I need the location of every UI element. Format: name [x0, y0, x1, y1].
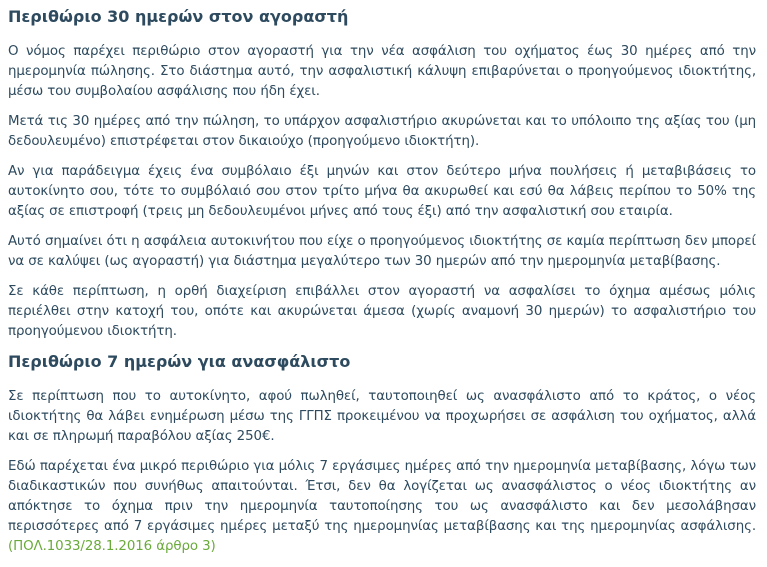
- paragraph: Αν για παράδειγμα έχεις ένα συμβόλαιο έξι μηνών και στον δεύτερο μήνα πουλήσεις ή μεταβιβάσεις το αυτοκίνητο σου, τότε το συμβόλαιό σου στον τρίτο μήνα θα ακυρωθεί και εσύ θα λάβεις περίπου το 50% της αξίας σε επιστροφή (τρεις μη δεδουλευμένοι μήνες από τους έξι) από την ασφαλιστική σου εταιρία.: [8, 164, 756, 219]
- section-heading-7-days: Περιθώριο 7 ημερών για ανασφάλιστο: [8, 352, 351, 371]
- legal-reference: (ΠΟΛ.1033/28.1.2016 άρθρο 3): [8, 539, 216, 554]
- paragraph: Ο νόμος παρέχει περιθώριο στον αγοραστή για την νέα ασφάλιση του οχήματος έως 30 ημέρες από την ημερομηνία πώλησης. Στο διάστημα αυτό, την ασφαλιστική κάλυψη επιβαρύνεται ο προηγούμενος ιδιοκτήτης, μέσω του συμβολαίου ασφάλισης που ήδη έχει.: [8, 44, 756, 99]
- paragraph: Σε περίπτωση που το αυτοκίνητο, αφού πωληθεί, ταυτοποιηθεί ως ανασφάλιστο από το κράτος, ο νέος ιδιοκτήτης θα λάβει ενημέρωση μέσω της ΓΓΠΣ προκειμένου να προχωρήσει σε ασφάλιση του οχήματος, αλλά και σε πληρωμή παραβόλου αξίας 250€.: [8, 389, 756, 444]
- paragraph: Μετά τις 30 ημέρες από την πώληση, το υπάρχον ασφαλιστήριο ακυρώνεται και το υπόλοιπο της αξίας του (μη δεδουλευμένο) επιστρέφεται στον δικαιούχο (προηγούμενο ιδιοκτήτη).: [8, 114, 756, 149]
- paragraph-with-reference: [8, 457, 756, 557]
- paragraph-text: Εδώ παρέχεται ένα μικρό περιθώριο για μόλις 7 εργάσιμες ημέρες από την ημερομηνία μεταβίβασης, λόγω των διαδικαστικών που συνήθως απαιτούνται. Έτσι, δεν θα λογίζεται ως ανασφάλιστος ο νέος ιδιοκτήτης αν απόκτησε το όχημα πριν την ημερομηνία ταυτοποίησης του ως ανασφάλιστο και δεν μεσολάβησαν περισσότερες από 7 εργάσιμες ημέρες μεταξύ της ημερομηνίας μεταβίβασης και της ημερομηνίας ασφάλισης.: [8, 459, 756, 534]
- paragraph: Αυτό σημαίνει ότι η ασφάλεια αυτοκινήτου που είχε ο προηγούμενος ιδιοκτήτης σε καμία περίπτωση δεν μπορεί να σε καλύψει (ως αγοραστή) για διάστημα μεγαλύτερο των 30 ημερών από την ημερομηνία μεταβίβασης.: [8, 234, 756, 269]
- article-body: [8, 0, 756, 567]
- paragraph: Σε κάθε περίπτωση, η ορθή διαχείριση επιβάλλει στον αγοραστή να ασφαλίσει το όχημα αμέσως μόλις περιέλθει στην κατοχή του, οπότε και ακυρώνεται άμεσα (χωρίς αναμονή 30 ημερών) το ασφαλιστήριο του προηγούμενου ιδιοκτήτη.: [8, 284, 756, 339]
- section-heading-30-days: Περιθώριο 30 ημερών στον αγοραστή: [8, 7, 349, 26]
